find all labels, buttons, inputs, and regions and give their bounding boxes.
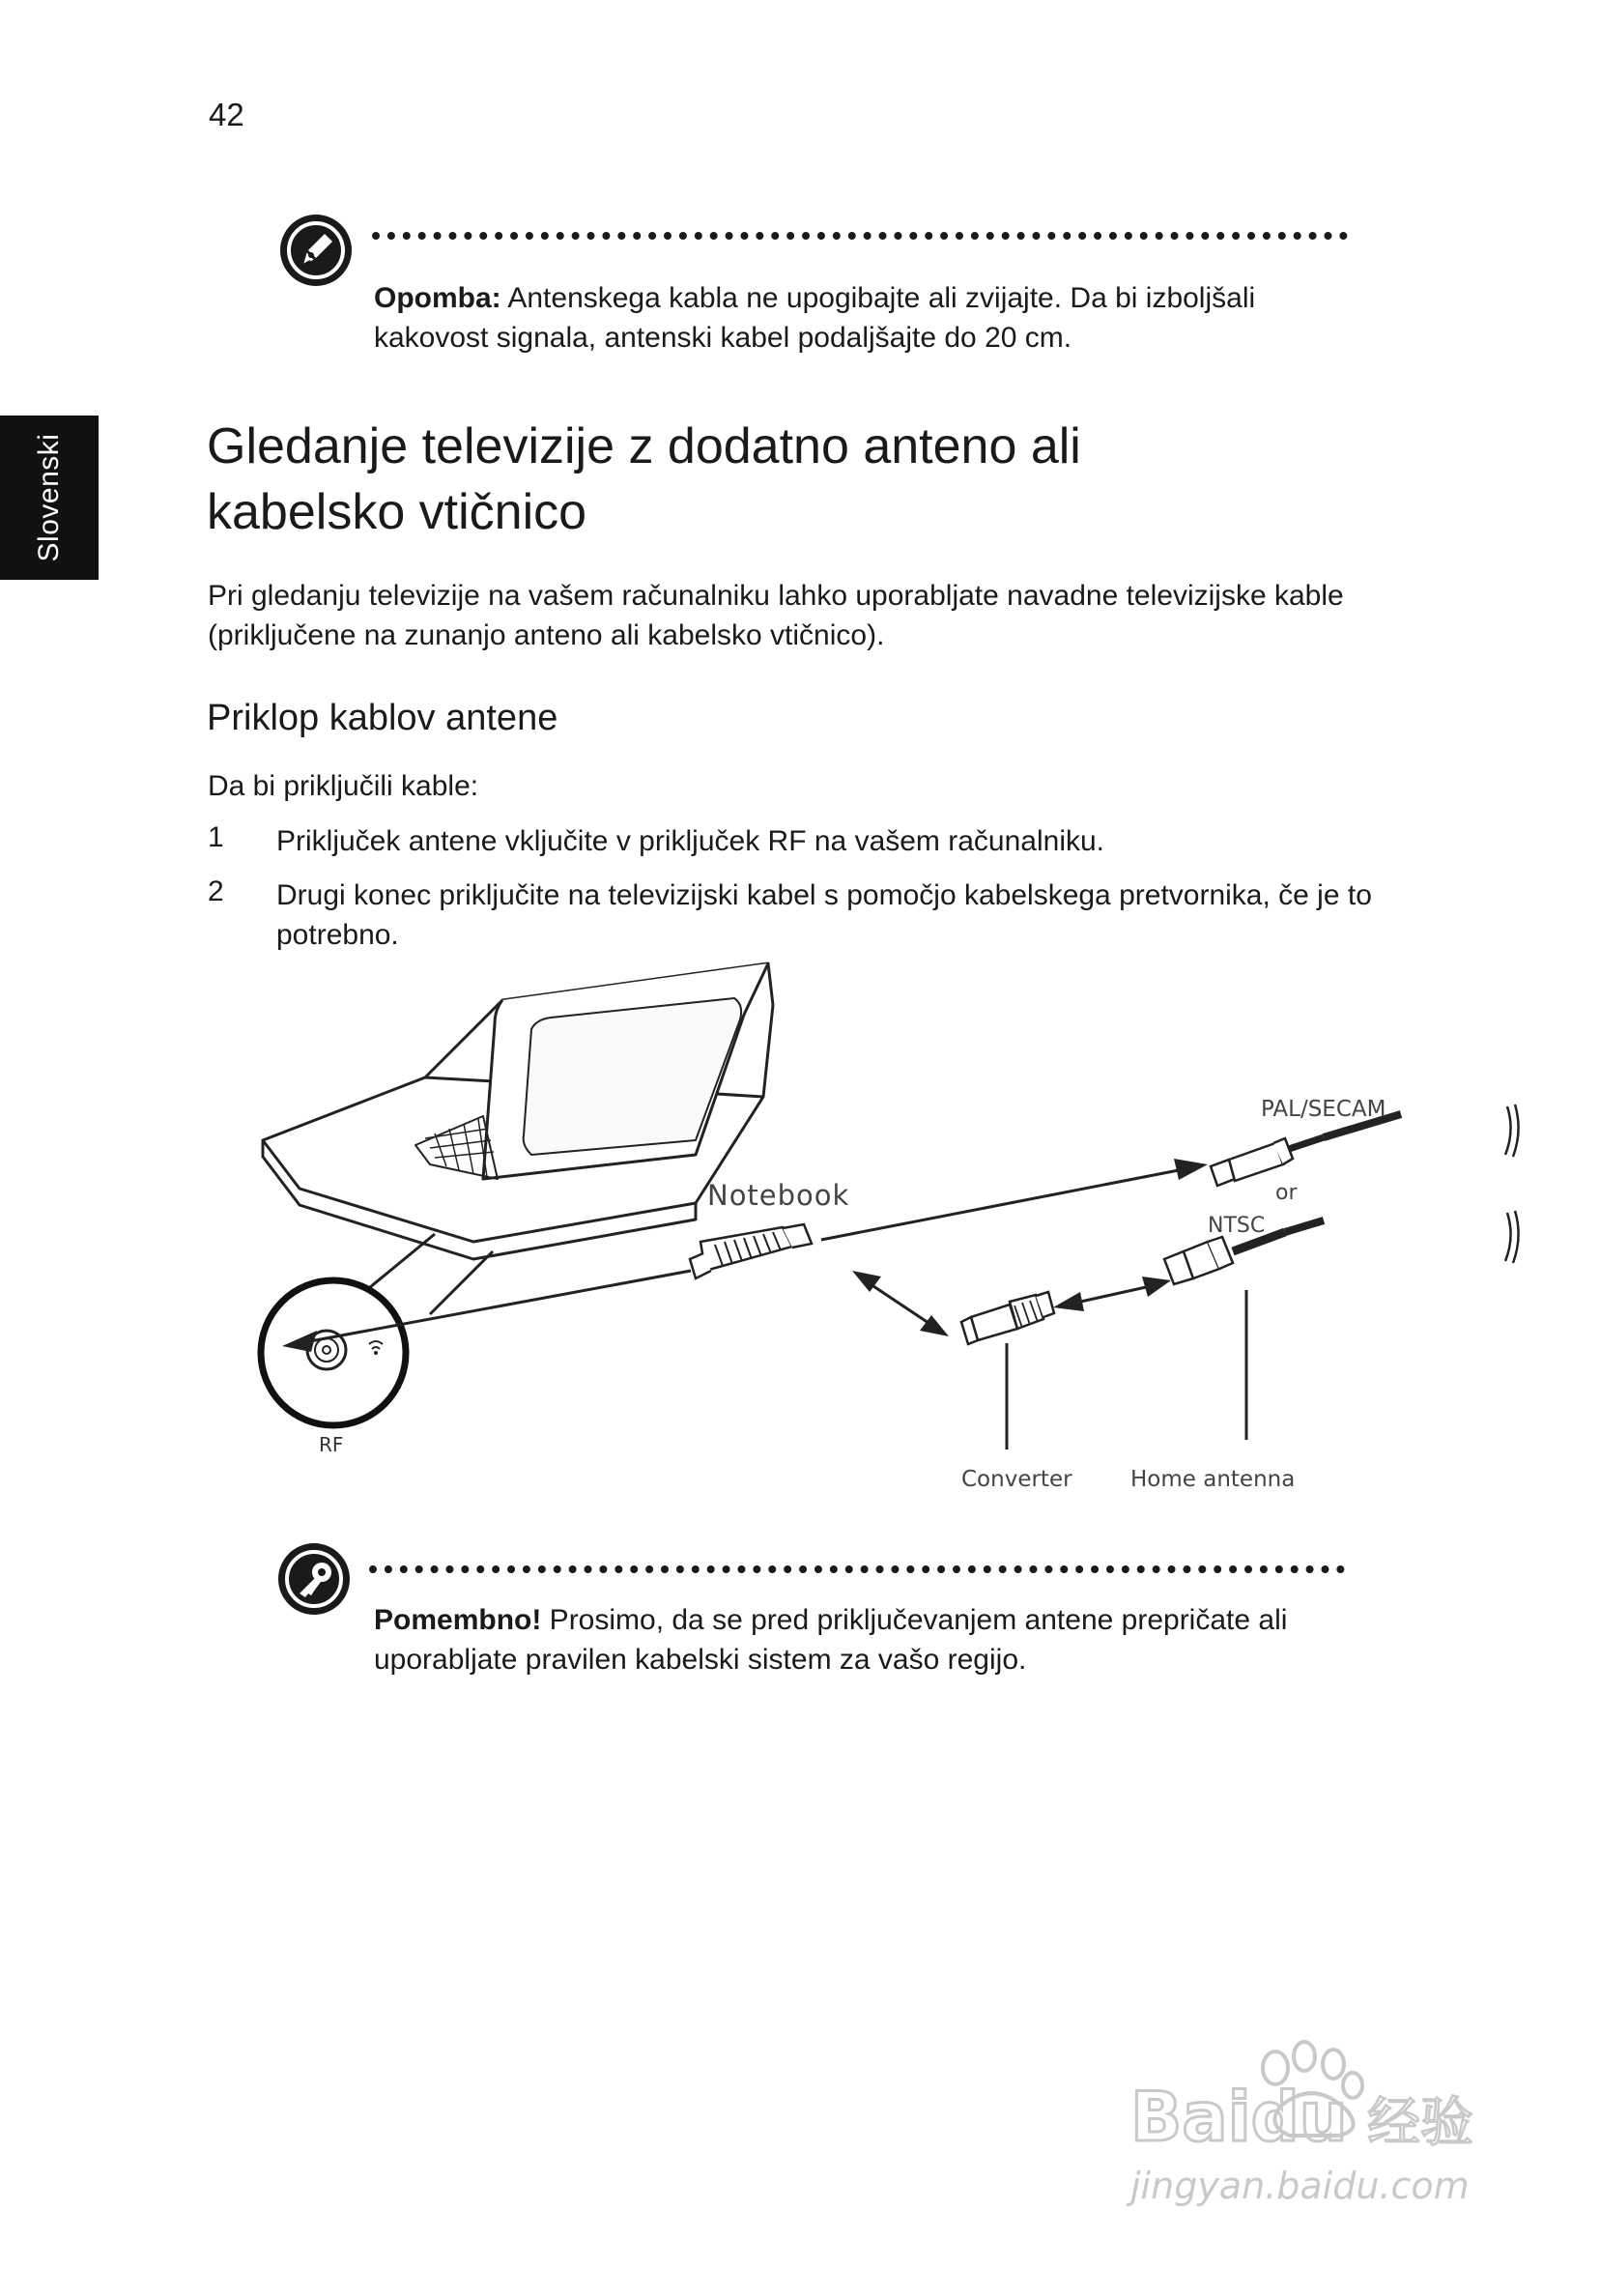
section-subheading: Priklop kablov antene <box>207 698 558 738</box>
rf-port-zoom <box>261 1280 406 1425</box>
rf-plug-connector <box>690 1224 812 1278</box>
intro-paragraph: Pri gledanju televizije na vašem računalniku lahko uporabljate navadne televizijske kable (priključene na zunanjo anteno ali kabelsko vtičnico). <box>208 580 1344 651</box>
or-label: or <box>1275 1181 1298 1205</box>
page-title <box>207 414 1173 545</box>
language-tab <box>0 416 99 580</box>
step-text: Drugi konec priključite na televizijski kabel s pomočjo kabelskega pretvornika, če je to potrebno. <box>276 879 1372 951</box>
important-text <box>374 1600 1340 1679</box>
notebook-label: Notebook <box>707 1179 850 1212</box>
antenna-connection-diagram <box>242 952 1386 1503</box>
rf-label: RF <box>319 1433 344 1456</box>
important-divider <box>369 1565 1345 1581</box>
note-divider <box>372 232 1348 247</box>
key-important-icon <box>276 1541 352 1617</box>
pal-secam-label: PAL/SECAM <box>1261 1097 1386 1122</box>
steps-lead: Da bi priključili kable: <box>208 770 479 802</box>
step-number: 1 <box>208 821 224 853</box>
watermark-url: jingyan.baidu.com <box>1130 2165 1470 2207</box>
watermark-brand: Baidu <box>1130 2078 1348 2157</box>
step-number: 2 <box>208 875 224 907</box>
baidu-watermark <box>1121 2029 1507 2223</box>
page-title-line1: Gledanje televizije z dodatno anteno ali <box>207 418 1081 474</box>
note-label: Opomba: <box>374 282 501 314</box>
notebook-illustration <box>263 963 773 1259</box>
important-body: Prosimo, da se pred priključevanjem antene prepričate ali uporabljate pravilen kabelski sistem za vašo regijo. <box>374 1604 1288 1676</box>
watermark-cn: 经验 <box>1367 2091 1474 2153</box>
note-body: Antenskega kabla ne upogibajte ali zvijajte. Da bi izboljšali kakovost signala, antenski kabel podaljšajte do 20 cm. <box>374 282 1256 354</box>
page-title-line2: kabelsko vtičnico <box>207 484 587 540</box>
pal-secam-connector <box>1211 1114 1401 1186</box>
language-tab-label: Slovenski <box>33 433 65 562</box>
converter-adapter <box>961 1292 1054 1344</box>
page-number: 42 <box>209 97 244 132</box>
important-label: Pomembno! <box>374 1604 542 1636</box>
converter-label: Converter <box>961 1467 1072 1492</box>
ntsc-label: NTSC <box>1208 1214 1266 1238</box>
pen-note-icon <box>278 213 354 288</box>
home-antenna-label: Home antenna <box>1130 1467 1296 1492</box>
step-text: Priključek antene vključite v priključek RF na vašem računalniku. <box>276 825 1105 857</box>
note-text <box>374 278 1340 358</box>
